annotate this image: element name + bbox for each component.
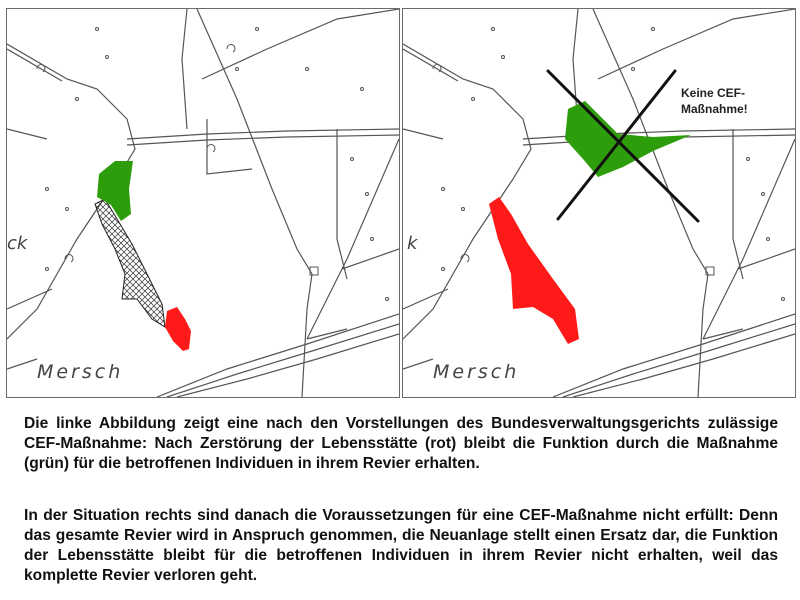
annotation-line-1: Keine CEF- [681, 86, 746, 100]
cross-mark [548, 71, 698, 221]
map-place-label: Mersch [433, 361, 520, 383]
map-place-label: Mersch [37, 361, 124, 383]
map-left-svg [7, 9, 399, 397]
caption-paragraph-2: In der Situation rechts sind danach die Voraussetzungen für eine CEF-Maßnahme nicht erfüllt: Denn das gesamte Revier wird in Anspruch genommen, die Neuanlage stellt einen Ersatz dar, die Funktion der Lebensstätte bleibt für die betroffenen Individuen in ihrem Revier nicht erhalten, weil das komplette Revier verloren geht. [24, 507, 778, 584]
map-edge-label: ck [7, 233, 28, 254]
annotation-line-2: Maßnahme! [681, 102, 748, 116]
caption-paragraph-1: Die linke Abbildung zeigt eine nach den Vorstellungen des Bundesverwaltungsgerichts zulässige CEF-Maßnahme: Nach Zerstörung der Lebensstätte (rot) bleibt die Funktion durch die Maßnahme (grün) für die betroffenen Individuen in ihrem Revier erhalten. [24, 415, 778, 472]
map-left [6, 8, 400, 398]
map-right-svg [403, 9, 795, 397]
map-right [402, 8, 796, 398]
destroyed-habitat-area [489, 197, 579, 344]
map-symbols [37, 28, 389, 301]
map-base-lines [403, 9, 795, 397]
map-base-lines [7, 9, 399, 397]
cef-measure-area [565, 101, 691, 177]
habitat-hatched-area [95, 199, 165, 327]
map-edge-label: k [407, 233, 418, 254]
destroyed-habitat-area [165, 307, 191, 351]
